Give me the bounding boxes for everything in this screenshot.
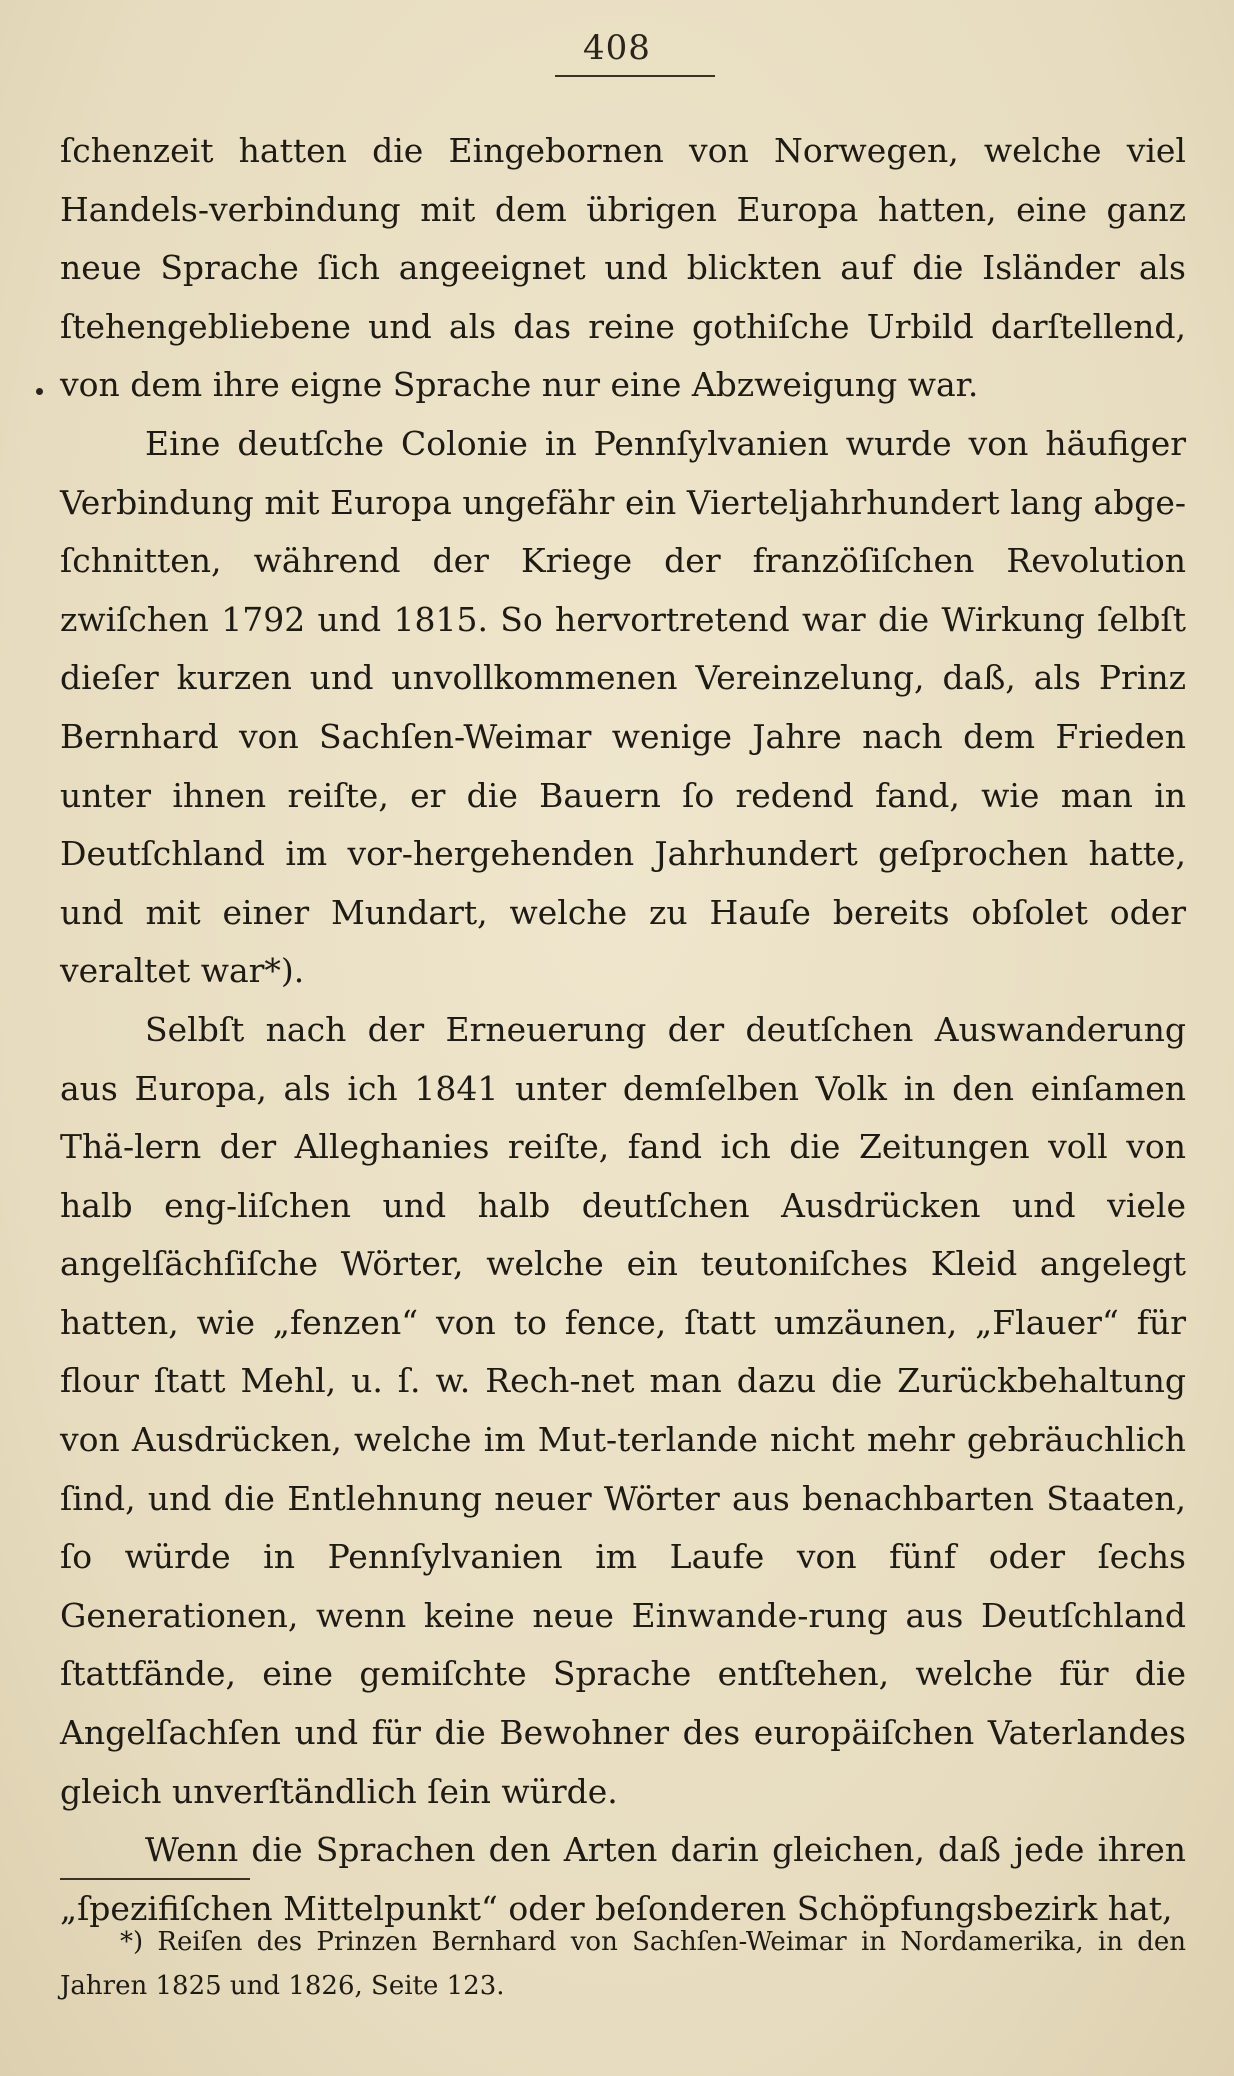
header-rule [555,75,715,77]
footnote-text: *) Reiſen des Prinzen Bernhard von Sachſen-Weimar in Nordamerika, in den Jahren 1825 und 1826, Seite 123. [60,1927,1186,2001]
footnote-rule [60,1878,250,1880]
paragraph: Eine deutſche Colonie in Pennſylvanien wurde von häufiger Verbindung mit Europa ungefähr ein Vierteljahrhundert lang abge-ſchnitten, während der Kriege der franzöſiſchen Revolution zwiſchen 1792 und 1815. So hervortretend war die Wirkung ſelbſt dieſer kurzen und unvollkommenen Vereinzelung, daß, als Prinz Bernhard von Sachſen-Weimar wenige Jahre nach dem Frieden unter ihnen reiſte, er die Bauern ſo redend fand, wie man in Deutſchland im vor-hergehenden Jahrhundert geſprochen hatte, und mit einer Mundart, welche zu Hauſe bereits obſolet oder veraltet war*). [60,423,1186,991]
footnote [60,1920,1186,2008]
paragraph-continuation: ſchenzeit hatten die Eingebornen von Norwegen, welche viel Handels-verbindung mit dem übrigen Europa hatten, eine ganz neue Sprache ſich angeeignet und blickten auf die Isländer als ſtehengebliebene und als das reine gothiſche Urbild darſtellend, von dem ihre eigne Sprache nur eine Abzweigung war. [60,131,1186,405]
page-number: 408 [583,28,651,68]
paragraph: Selbſt nach der Erneuerung der deutſchen Auswanderung aus Europa, als ich 1841 unter demſelben Volk in den einſamen Thä-lern der Alleghanies reiſte, fand ich die Zeitungen voll von halb eng-liſchen und halb deutſchen Ausdrücken und viele angelſächſiſche Wörter, welche ein teutoniſches Kleid angelegt hatten, wie „fenzen“ von to fence, ſtatt umzäunen, „Flauer“ für flour ſtatt Mehl, u. ſ. w. Rech-net man dazu die Zurückbehaltung von Ausdrücken, welche im Mut-terlande nicht mehr gebräuchlich ſind, und die Entlehnung neuer Wörter aus benachbarten Staaten, ſo würde in Pennſylvanien im Laufe von fünf oder ſechs Generationen, wenn keine neue Einwande-rung aus Deutſchland ſtattfände, eine gemiſchte Sprache entſtehen, welche für die Angelſachſen und für die Bewohner des europäiſchen Vaterlandes gleich unverſtändlich ſein würde. [60,1009,1186,1811]
body-text [60,122,1186,1938]
paragraph: Wenn die Sprachen den Arten darin gleichen, daß jede ihren „ſpezifiſchen Mittelpunkt“ oder beſonderen Schöpfungsbezirk hat, [60,1830,1186,1928]
margin-mark [36,388,43,395]
